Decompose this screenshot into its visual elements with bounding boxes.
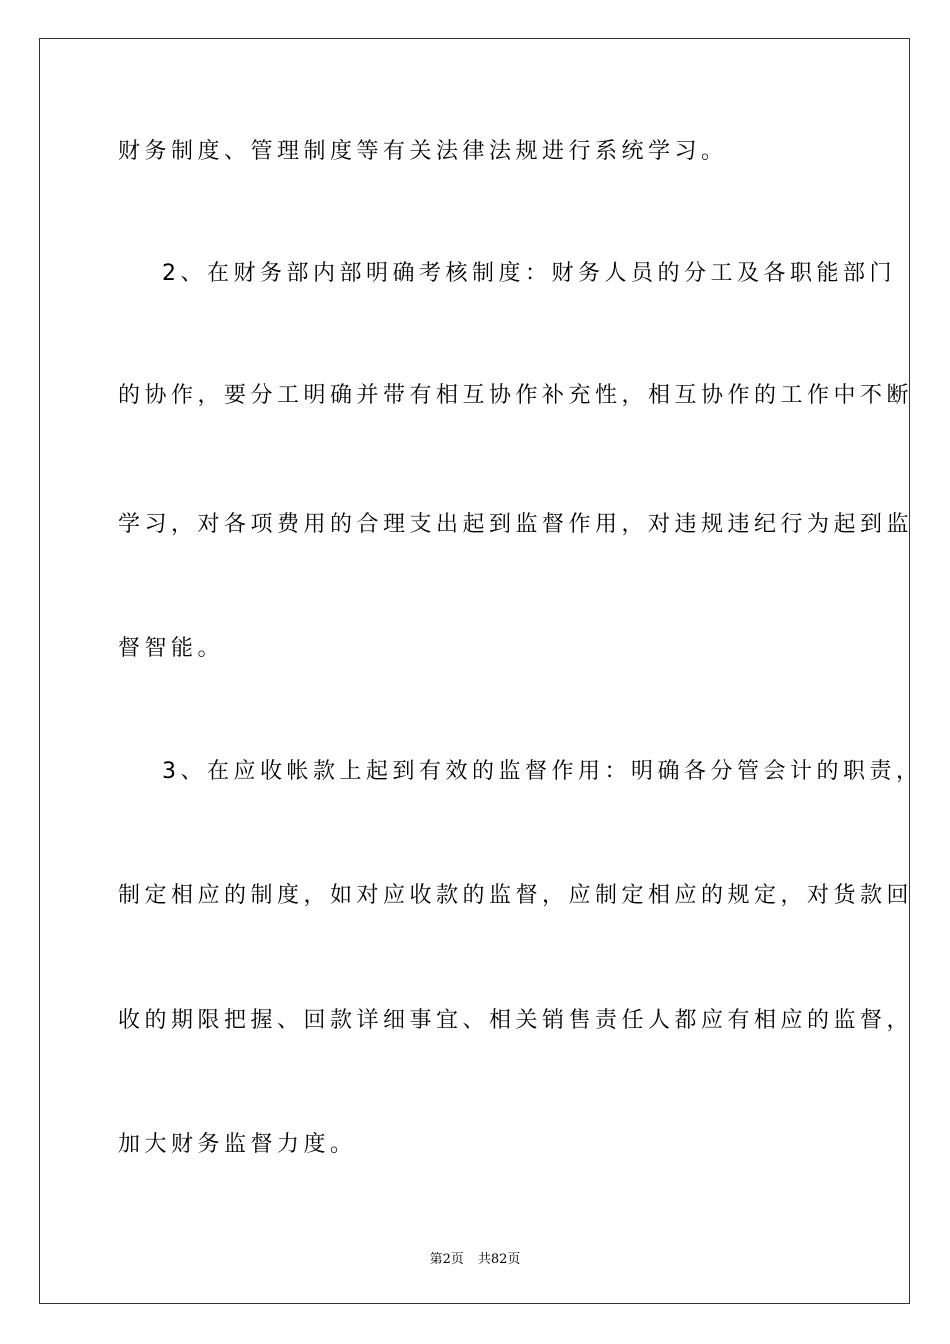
paragraph-3-line-2: 制定相应的制度，如对应收款的监督，应制定相应的规定，对货款回	[118, 883, 914, 908]
paragraph-3-line-1: 3、在应收帐款上起到有效的监督作用：明确各分管会计的职责，	[162, 759, 923, 784]
page-total: 共82页	[477, 1252, 521, 1267]
paragraph-2-line-2: 的协作，要分工明确并带有相互协作补充性，相互协作的工作中不断	[118, 383, 914, 408]
paragraph-1-line-1: 财务制度、管理制度等有关法律法规进行系统学习。	[118, 139, 728, 164]
paragraph-2-line-3: 学习，对各项费用的合理支出起到监督作用，对违规违纪行为起到监	[118, 512, 914, 537]
paragraph-3-line-4: 加大财务监督力度。	[118, 1132, 357, 1157]
paragraph-3-line-3: 收的期限把握、回款详细事宜、相关销售责任人都应有相应的监督，	[118, 1008, 914, 1033]
paragraph-2-line-4: 督智能。	[118, 636, 225, 661]
page-frame	[39, 38, 910, 1304]
page-number: 第2页	[429, 1252, 464, 1267]
paragraph-2-line-1: 2、在财务部内部明确考核制度：财务人员的分工及各职能部门	[162, 261, 896, 286]
page-footer	[0, 1248, 950, 1267]
